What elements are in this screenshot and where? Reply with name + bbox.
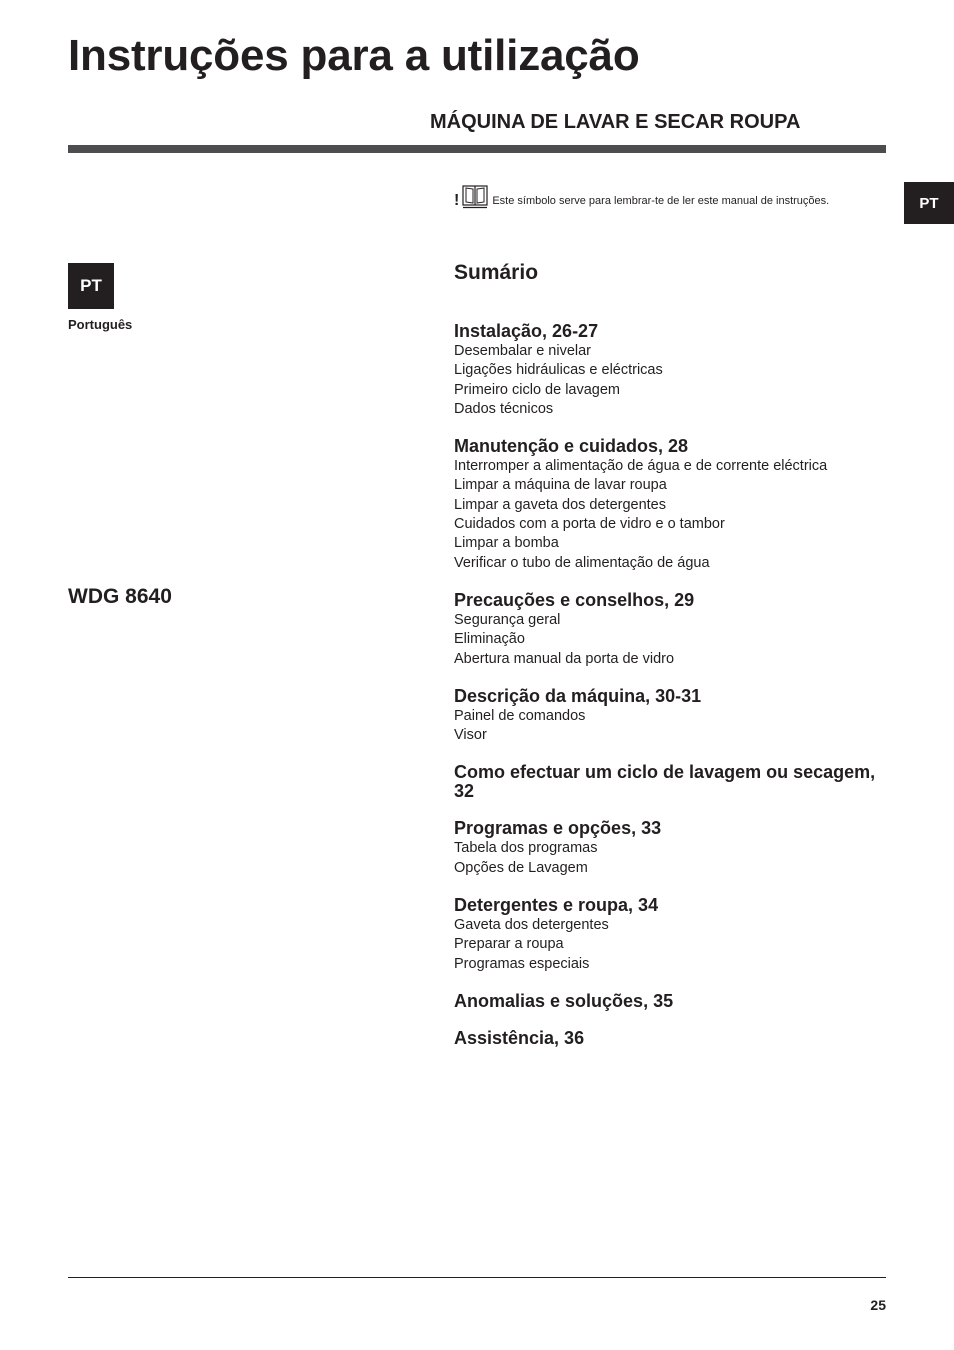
toc-item: Limpar a gaveta dos detergentes — [454, 496, 666, 513]
toc-section-maintenance — [454, 437, 894, 573]
header-divider — [68, 145, 886, 153]
toc-title: Sumário — [454, 261, 539, 284]
toc-section-installation — [454, 322, 894, 419]
toc-item: Interromper a alimentação de água e de corrente eléctrica — [454, 458, 828, 475]
page-subtitle: MÁQUINA DE LAVAR E SECAR ROUPA — [430, 111, 801, 133]
toc-item: Ligações hidráulicas e eléctricas — [454, 362, 663, 379]
notice-text: Este símbolo serve para lembrar-te de ler este manual de instruções. — [492, 195, 830, 207]
toc-item: Limpar a bomba — [454, 535, 559, 552]
manual-notice — [454, 183, 829, 209]
open-book-icon — [462, 185, 488, 209]
toc-section-assistance — [454, 1029, 894, 1048]
language-name: Português — [68, 317, 133, 332]
toc-section-detergents — [454, 896, 894, 974]
toc-heading: Instalação, 26-27 — [454, 321, 599, 341]
toc-heading: Anomalias e soluções, 35 — [454, 990, 674, 1011]
toc-item: Limpar a máquina de lavar roupa — [454, 477, 667, 494]
toc-item: Desembalar e nivelar — [454, 343, 592, 359]
toc-heading: Assistência, 36 — [454, 1027, 585, 1048]
toc-heading: Manutenção e cuidados, 28 — [454, 436, 689, 457]
toc-item: Abertura manual da porta de vidro — [454, 650, 675, 667]
toc-item: Primeiro ciclo de lavagem — [454, 381, 621, 398]
toc-item: Dados técnicos — [454, 400, 554, 417]
toc-item: Gaveta dos detergentes — [454, 917, 609, 934]
toc-item: Opções de Lavagem — [454, 859, 588, 876]
toc-item: Eliminação — [454, 631, 525, 648]
toc-item: Tabela dos programas — [454, 840, 598, 857]
toc-item: Cuidados com a porta de vidro e o tambor — [454, 516, 725, 533]
page-title: Instruções para a utilização — [68, 31, 640, 80]
toc-heading: Detergentes e roupa, 34 — [454, 895, 659, 916]
toc-heading: Programas e opções, 33 — [454, 818, 662, 839]
toc-item: Preparar a roupa — [454, 936, 564, 953]
toc-item: Segurança geral — [454, 611, 561, 628]
toc-item: Painel de comandos — [454, 707, 586, 724]
language-tab-right: PT — [904, 182, 954, 224]
model-number: WDG 8640 — [68, 585, 172, 608]
table-of-contents — [454, 322, 894, 1066]
page-number: 25 — [870, 1297, 886, 1313]
toc-heading: Como efectuar um ciclo de lavagem ou secagem, 32 — [454, 762, 876, 802]
toc-heading: Precauções e conselhos, 29 — [454, 589, 695, 610]
toc-item: Visor — [454, 727, 487, 744]
toc-section-description — [454, 687, 894, 746]
toc-section-wash-cycle — [454, 763, 894, 801]
toc-item: Verificar o tubo de alimentação de água — [454, 554, 710, 571]
toc-heading: Descrição da máquina, 30-31 — [454, 685, 702, 706]
language-code-box: PT — [68, 263, 114, 309]
footer-divider — [68, 1277, 886, 1278]
toc-section-programs — [454, 819, 894, 878]
toc-section-precautions — [454, 591, 894, 669]
toc-section-troubleshooting — [454, 992, 894, 1011]
toc-item: Programas especiais — [454, 955, 590, 972]
exclamation-mark: ! — [454, 192, 460, 209]
